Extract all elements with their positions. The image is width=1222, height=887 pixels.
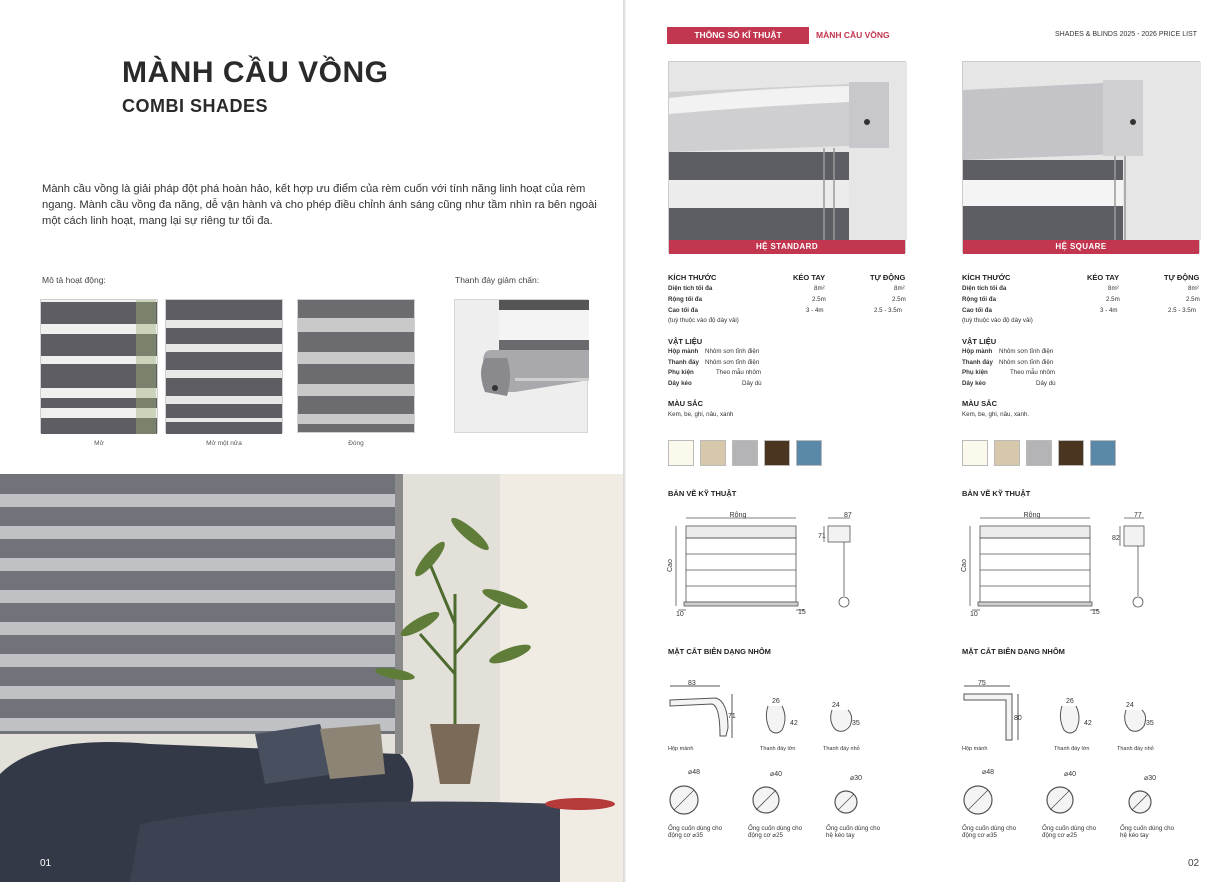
tube-dia: ⌀30 [1144, 775, 1157, 782]
profile-drawings [668, 678, 908, 758]
materials-heading: VẬT LIỆU [962, 337, 997, 346]
profile-w: 24 [832, 702, 840, 709]
tube-dia: ⌀40 [770, 771, 783, 778]
standard-cassette-illustration [669, 62, 907, 240]
dim-label: Rộng tối đa [962, 296, 997, 303]
dim-auto: 8m² [894, 285, 905, 292]
mat-label: Thanh đáy [962, 359, 993, 366]
tube-dia: ⌀40 [1064, 771, 1077, 778]
swatch-beige [700, 440, 726, 466]
mat-label: Thanh đáy [668, 359, 699, 366]
tube-dia: ⌀48 [982, 769, 995, 776]
drawing-side-width: 77 [1134, 512, 1142, 519]
tube-name: Ống cuốn dùng cho hệ kéo tay [1120, 825, 1175, 839]
mat-label: Hộp mành [962, 348, 993, 355]
swatch-brown [1058, 440, 1084, 466]
bottom-rail-photo [454, 299, 588, 433]
dim-auto: 2.5m [892, 296, 906, 303]
dim-manual: 8m² [814, 285, 825, 292]
half-open-state-photo [165, 299, 283, 433]
drawing-heading: BẢN VẼ KỸ THUẬT [962, 489, 1031, 498]
price-list-header: SHADES & BLINDS 2025 - 2026 PRICE LIST [1055, 31, 1198, 38]
tube-name: Ống cuốn dùng cho động cơ ⌀35 [668, 825, 723, 839]
dim-auto: 2.5 - 3.5m [1168, 307, 1196, 314]
profile-drawings [962, 678, 1202, 758]
drawing-side-height: 71 [818, 533, 826, 540]
room-photo [0, 474, 623, 882]
profile-w: 26 [772, 698, 780, 705]
mat-value: Nhôm sơn tĩnh điện [999, 359, 1054, 366]
technical-drawing [962, 508, 1162, 620]
dim-manual: 3 - 4m [1100, 307, 1118, 314]
tube-name: Ống cuốn dùng cho động cơ ⌀25 [748, 825, 803, 839]
profile-w: 24 [1126, 702, 1134, 709]
state-caption-open: Mở [94, 440, 104, 447]
mat-label: Phụ kiện [668, 369, 694, 376]
drawing-height-label: Cao [667, 559, 674, 572]
colors-text: Kem, be, ghi, nâu, xanh [668, 411, 734, 418]
manual-col-heading: KÉO TAY [1087, 273, 1120, 282]
mat-label: Dây kéo [962, 380, 986, 387]
dim-label: Cao tối đa [668, 307, 698, 314]
state-caption-closed: Đóng [348, 440, 364, 447]
dim-auto: 2.5m [1186, 296, 1200, 303]
mat-value: Nhôm sơn tĩnh điện [705, 348, 760, 355]
dim-label: Diện tích tối đa [962, 285, 1007, 292]
swatch-cream [962, 440, 988, 466]
mat-label: Dây kéo [668, 380, 692, 387]
drawing-side-width: 87 [844, 512, 852, 519]
dim-auto: 8m² [1188, 285, 1199, 292]
swatch-grey [732, 440, 758, 466]
dim-label: Cao tối đa [962, 307, 992, 314]
swatch-cream [668, 440, 694, 466]
profile-heading: MẶT CẮT BIÊN DẠNG NHÔM [962, 647, 1065, 656]
square-band: HỆ SQUARE [963, 240, 1199, 254]
colors-heading: MÀU SẮC [668, 399, 703, 408]
swatch-blue [796, 440, 822, 466]
profile-name: Thanh đáy nhỏ [1117, 746, 1154, 752]
dim-note: (tuỳ thuộc vào độ dày vải) [962, 317, 1033, 324]
bottom-rail-illustration [455, 300, 589, 434]
drawing-heading: BẢN VẼ KỸ THUẬT [668, 489, 737, 498]
right-page [626, 0, 1200, 882]
standard-system-photo [668, 61, 906, 253]
drawing-width-label: Rộng [1023, 512, 1041, 519]
colors-heading: MÀU SẮC [962, 399, 997, 408]
profile-w: 83 [688, 680, 696, 687]
profile-name: Thanh đáy lớn [760, 746, 796, 752]
dim-manual: 2.5m [1106, 296, 1120, 303]
dim-auto: 2.5 - 3.5m [874, 307, 902, 314]
mat-value: Dây dù [1036, 380, 1056, 387]
profile-h: 35 [852, 720, 860, 727]
profile-name: Thanh đáy nhỏ [823, 746, 860, 752]
profile-name: Thanh đáy lớn [1054, 746, 1090, 752]
room-illustration [0, 474, 623, 882]
mat-value: Nhôm sơn tĩnh điện [705, 359, 760, 366]
swatch-grey [1026, 440, 1052, 466]
materials-heading: VẬT LIỆU [668, 337, 703, 346]
drawing-right-offset: 15 [798, 609, 806, 616]
profile-name: Hộp mành [668, 746, 694, 752]
drawing-left-offset: 10 [970, 611, 978, 618]
tube-name: Ống cuốn dùng cho động cơ ⌀35 [962, 825, 1017, 839]
open-state-photo [40, 299, 158, 433]
drawing-left-offset: 10 [676, 611, 684, 618]
profile-h: 42 [790, 720, 798, 727]
dim-manual: 3 - 4m [806, 307, 824, 314]
drawing-side-height: 82 [1112, 535, 1120, 542]
swatch-blue [1090, 440, 1116, 466]
mat-label: Phụ kiện [962, 369, 988, 376]
profile-name: Hộp mành [962, 746, 988, 752]
colors-text: Kem, be, ghi, nâu, xanh. [962, 411, 1030, 418]
dim-manual: 2.5m [812, 296, 826, 303]
profile-h: 42 [1084, 720, 1092, 727]
product-name-tab: MÀNH CẦU VỒNG [816, 30, 890, 40]
drawing-height-label: Cao [961, 559, 968, 572]
dimensions-heading: KÍCH THƯỚC [668, 273, 717, 282]
profile-w: 26 [1066, 698, 1074, 705]
standard-band: HỆ STANDARD [669, 240, 905, 254]
state-caption-half: Mở một nửa [206, 440, 242, 447]
auto-col-heading: TỰ ĐỘNG [870, 273, 906, 282]
tech-spec-tab: THÔNG SỐ KĨ THUẬT [667, 27, 809, 44]
mat-value: Theo mẫu nhôm [1010, 369, 1056, 376]
profile-heading: MẶT CẮT BIÊN DẠNG NHÔM [668, 647, 771, 656]
dimensions-heading: KÍCH THƯỚC [962, 273, 1011, 282]
manual-col-heading: KÉO TAY [793, 273, 826, 282]
dim-note: (tuỳ thuộc vào độ dày vải) [668, 317, 739, 324]
technical-drawing [668, 508, 868, 620]
drawing-width-label: Rộng [729, 512, 747, 519]
system-column-standard [668, 0, 928, 882]
mat-value: Theo mẫu nhôm [716, 369, 762, 376]
mat-value: Nhôm sơn tĩnh điện [999, 348, 1054, 355]
intro-paragraph: Mành cầu vồng là giải pháp đột phá hoàn hảo, kết hợp ưu điểm của rèm cuốn với tính năng linh hoạt của rèm ngang. Mành cầu vồng đa năng, dễ vận hành và cho phép điều chỉnh ánh sáng cũng như tầm nhìn ra bên ngoài một cách linh hoạt, mang lại sự riêng tư tối đa. [42, 183, 597, 227]
square-cassette-illustration [963, 62, 1201, 240]
page-number-left: 01 [40, 858, 52, 869]
swatch-brown [764, 440, 790, 466]
mat-value: Dây dù [742, 380, 762, 387]
auto-col-heading: TỰ ĐỘNG [1164, 273, 1200, 282]
tube-name: Ống cuốn dùng cho hệ kéo tay [826, 825, 881, 839]
mat-label: Hộp mành [668, 348, 699, 355]
tube-dia: ⌀30 [850, 775, 863, 782]
rail-label: Thanh đáy giảm chấn: [455, 275, 540, 285]
profile-h: 35 [1146, 720, 1154, 727]
profile-h: 71 [728, 713, 736, 720]
profile-h: 80 [1014, 715, 1022, 722]
closed-state-photo [297, 299, 415, 433]
system-column-square [962, 0, 1222, 882]
tube-dia: ⌀48 [688, 769, 701, 776]
drawing-right-offset: 15 [1092, 609, 1100, 616]
dim-manual: 8m² [1108, 285, 1119, 292]
square-system-photo [962, 61, 1200, 253]
tube-name: Ống cuốn dùng cho động cơ ⌀25 [1042, 825, 1097, 839]
dim-label: Rộng tối đa [668, 296, 703, 303]
operation-label: Mô tả hoạt động: [42, 275, 106, 285]
swatch-beige [994, 440, 1020, 466]
dim-label: Diện tích tối đa [668, 285, 713, 292]
page-number-right: 02 [1188, 858, 1200, 869]
profile-w: 75 [978, 680, 986, 687]
page-subtitle: COMBI SHADES [122, 96, 269, 116]
page-title: MÀNH CẦU VỒNG [122, 56, 389, 89]
